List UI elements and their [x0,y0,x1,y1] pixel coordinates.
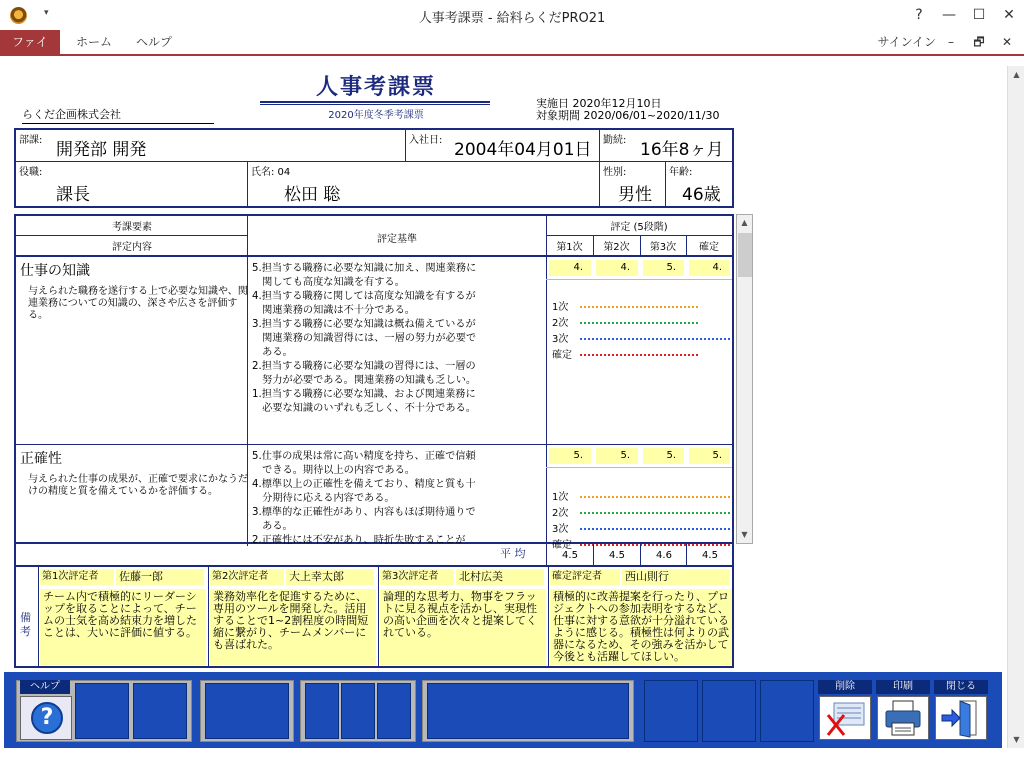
score-line-final [580,354,698,356]
eval-scroll-up-icon[interactable]: ▲ [741,218,748,227]
dept-value: 開発部 開発 [56,140,147,160]
score-second[interactable]: 5. [596,448,638,464]
help-button[interactable] [20,696,72,740]
col-first: 第1次 [556,242,583,253]
main-vertical-scrollbar[interactable] [1007,66,1024,748]
criteria-line: 関連業務の知識は不十分である。 [252,305,415,316]
item-criteria [252,450,548,548]
score-first[interactable]: 4. [549,260,591,276]
age-label: 年齢: [669,167,693,178]
evaluator-role: 第3次評定者 [380,569,454,585]
delete-label: 削除 [818,680,872,694]
toolbar-empty-slot [75,683,129,739]
criteria-line: 2.正確性には不安があり、時折失敗することが [252,535,466,546]
criteria-line: 2.担当する職務に必要な知識の習得には、一層の [252,361,476,372]
join-date-cell [406,130,600,162]
tab-help[interactable]: ヘルプ [136,35,173,49]
scroll-down-icon[interactable]: ▼ [1013,735,1020,744]
criteria-line: 努力が必要である。関連業務の知識も乏しい。 [252,375,477,386]
tab-file[interactable]: ファイ [0,30,60,54]
eval-element-header: 考課要素 [112,222,152,233]
criteria-line: 4.標準以上の正確性を備えており、精度と質も十 [252,479,476,490]
quick-access-dropdown-icon[interactable]: ▾ [44,8,49,18]
close-button[interactable]: ✕ [1003,7,1015,23]
average-row [14,544,734,566]
gender-cell [600,162,666,206]
ribbon-tabs [0,30,1024,54]
name-label: 氏名: 04 [251,167,291,178]
minimize-button[interactable]: — [942,7,956,23]
average-final: 4.5 [702,550,718,561]
toolbar-group-4 [422,680,634,742]
doc-close-button[interactable]: ✕ [1001,35,1013,49]
doc-restore-button[interactable]: 🗗 [973,35,985,49]
evaluator-role: 第2次評定者 [210,569,284,585]
toolbar-empty-slot [760,680,814,742]
close-label: 閉じる [934,680,988,694]
criteria-line: 5.担当する職務に必要な知識に加え、関連業務に [252,263,477,274]
age-value: 46歳 [682,185,721,205]
company-name: らくだ企画株式会社 [22,106,214,124]
score-second[interactable]: 4. [596,260,638,276]
position-label: 役職: [19,167,43,178]
window-title: 人事考課票 - 給料らくだPRO21 [418,11,606,26]
col-third: 第3次 [649,242,677,253]
score-line-first [580,496,730,498]
legend-final: 確定 [552,350,572,361]
evaluator-role: 第1次評定者 [40,569,114,585]
criteria-line: 関しても高度な知識を有する。 [252,277,405,288]
criteria-line: できる。期待以上の内容である。 [252,465,415,476]
target-period: 対象期間 2020/06/01~2020/11/30 [536,109,720,122]
age-cell [666,162,732,206]
dept-cell [16,130,406,162]
scroll-up-icon[interactable]: ▲ [1013,70,1020,79]
criteria-line: 5.仕事の成果は常に高い精度を持ち、正確で信頼 [252,451,476,462]
delete-button[interactable] [819,696,871,740]
average-label: 平 均 [500,547,526,560]
criteria-line: 1.担当する職務に必要な知識、および関連業務に [252,389,476,400]
bottom-toolbar [4,672,1002,748]
score-third[interactable]: 5. [643,448,684,464]
score-line-third [580,528,730,530]
score-line-first [580,306,698,308]
toolbar-empty-slot [205,683,289,739]
join-date-value: 2004年04月01日 [454,140,592,160]
score-line-third [580,338,730,340]
exit-door-icon [936,697,986,739]
score-final[interactable]: 4. [689,260,730,276]
delete-icon [820,697,870,739]
join-date-label: 入社日: [409,135,443,146]
toolbar-group-3 [300,680,416,742]
toolbar-empty-slot [305,683,339,739]
col-final: 確定 [699,242,719,253]
comments-panel [14,566,734,668]
eval-criteria-header: 評定基準 [377,234,417,245]
criteria-line: 3.担当する職務に必要な知識は概ね備えているが [252,319,476,330]
printer-icon [878,697,928,739]
toolbar-empty-slot [341,683,375,739]
item-criteria [252,262,548,416]
print-button[interactable] [877,696,929,740]
eval-table-scrollbar[interactable] [736,214,753,544]
legend-third: 3次 [552,334,569,345]
eval-scroll-thumb[interactable] [738,233,752,277]
close-form-button[interactable] [935,696,987,740]
comment-first[interactable]: チーム内で積極的にリーダーシップを取ることによって、チームの士気を高め結束力を増したことは、大いに評価に値する。 [40,589,206,665]
doc-minimize-button[interactable]: – [948,35,954,49]
title-underline-thin [260,104,490,105]
toolbar-empty-slot [644,680,698,742]
evaluator-name: 西山則行 [622,569,730,585]
title-underline [260,101,490,103]
toolbar-empty-slot [702,680,756,742]
position-cell [16,162,248,206]
comment-final[interactable]: 積極的に改善提案を行ったり、プロジェクトへの参加表明をするなど、仕事に対する意欲が十分溢れているように感じる。積極性は何よりの武器になるため、その強みを活かして今後とも活躍してほしい。 [550,589,732,665]
print-label: 印刷 [876,680,930,694]
comment-third[interactable]: 論理的な思考力、物事をフラットに見る視点を活かし、実現性の高い企画を次々と提案してくれている。 [380,589,546,665]
col-second: 第2次 [603,242,630,253]
criteria-line: 必要な知識のいずれも乏しく、不十分である。 [252,403,476,414]
position-value: 課長 [56,185,90,205]
help-icon[interactable]: ? [915,7,923,23]
score-third[interactable]: 5. [643,260,684,276]
evaluation-table [14,214,734,551]
legend-first: 1次 [552,492,569,503]
signin-link[interactable]: サインイン [877,35,936,49]
item-description: 与えられた職務を遂行する上で必要な知識や、関連業務についての知識の、深さや広さを評価する。 [28,286,248,321]
eval-scroll-down-icon[interactable]: ▼ [741,530,748,539]
toolbar-empty-slot [133,683,187,739]
page-title: 人事考課票 [315,75,436,100]
criteria-line: 関連業務の知識習得には、一層の努力が必要で [252,333,477,344]
criteria-line: 4.担当する職務に関しては高度な知識を有するが [252,291,476,302]
score-final[interactable]: 5. [689,448,730,464]
remarks-label: 備考 [20,611,31,638]
item-description: 与えられた仕事の成果が、正確で要求にかなうだけの精度と質を備えているかを評価する。 [28,474,248,497]
name-value: 松田 聡 [284,185,341,205]
average-second: 4.5 [609,550,625,561]
criteria-line: ある。 [252,521,293,532]
tenure-label: 勤続: [603,135,627,146]
legend-third: 3次 [552,524,569,535]
name-cell [248,162,600,206]
legend-first: 1次 [552,302,569,313]
tab-home[interactable]: ホーム [76,35,113,49]
evaluator-name: 佐藤一郎 [116,569,204,585]
employee-info-panel [14,128,734,208]
legend-second: 2次 [552,508,569,519]
average-third: 4.6 [656,550,672,561]
tenure-value: 16年8ヶ月 [640,140,724,160]
help-label: ヘルプ [20,680,70,694]
title-bar [0,0,1024,30]
average-first: 4.5 [562,550,578,561]
gender-value: 男性 [618,185,652,205]
comment-second[interactable]: 業務効率化を促進するために、専用のツールを開発した。活用することで1~2割程度の時間短縮に繋がり、チームメンバーにも喜ばれた。 [210,589,376,665]
eval-content-header: 評定内容 [112,242,152,253]
toolbar-empty-slot [427,683,629,739]
maximize-button[interactable]: ☐ [972,7,986,23]
legend-final: 確定 [552,540,572,551]
eval-rating-header: 評定 (5段階) [610,222,668,233]
execution-date: 実施日 2020年12月10日 [536,97,662,110]
evaluator-name: 北村広美 [456,569,544,585]
score-first[interactable]: 5. [549,448,591,464]
evaluator-role: 確定評定者 [550,569,620,585]
criteria-line: 分期待に応える内容である。 [252,493,395,504]
score-line-second [580,322,698,324]
criteria-line: 3.標準的な正確性があり、内容もほぼ期待通りで [252,507,476,518]
page-subtitle: 2020年度冬季考課票 [328,110,424,121]
toolbar-group-2 [200,680,294,742]
criteria-line: ある。 [252,347,293,358]
item-name: 仕事の知識 [20,263,90,279]
tenure-cell [600,130,732,162]
item-name: 正確性 [20,451,62,467]
evaluator-name: 大上幸太郎 [286,569,374,585]
gender-label: 性別: [603,167,627,178]
score-line-second [580,512,730,514]
dept-label: 部課: [19,135,43,146]
legend-second: 2次 [552,318,569,329]
toolbar-empty-slot [377,683,411,739]
help-circle-icon: ? [31,702,63,734]
